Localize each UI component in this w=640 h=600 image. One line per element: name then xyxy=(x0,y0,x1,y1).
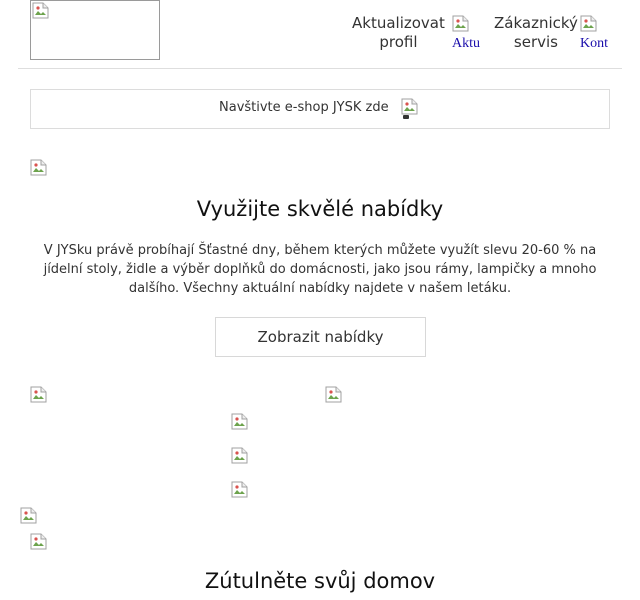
contact-icon[interactable] xyxy=(580,15,612,51)
broken-image-icon[interactable] xyxy=(231,447,248,464)
logo[interactable] xyxy=(30,0,160,60)
broken-image-icon xyxy=(452,15,469,32)
update-profile-line1: Aktualizovat xyxy=(352,14,445,32)
broken-image-icon xyxy=(401,98,418,115)
contact-icon-alt[interactable]: Kont xyxy=(580,36,608,51)
eshop-banner-text: Navštivte e-shop JYSK zde xyxy=(219,100,389,115)
broken-image-icon[interactable] xyxy=(231,413,248,430)
broken-image-icon[interactable] xyxy=(325,386,342,403)
home-title: Zútulněte svůj domov xyxy=(204,569,436,593)
update-profile-link[interactable] xyxy=(352,14,445,52)
broken-image-icon xyxy=(30,159,47,176)
broken-image-icon[interactable] xyxy=(30,386,47,403)
update-profile-line2: profil xyxy=(379,33,418,51)
show-offers-button[interactable]: Zobrazit nabídky xyxy=(215,317,426,357)
broken-image-icon xyxy=(32,2,49,19)
header-divider xyxy=(18,68,622,69)
broken-image-icon xyxy=(580,15,597,32)
customer-service-line1: Zákaznický xyxy=(494,14,578,32)
broken-image-icon xyxy=(20,507,37,524)
customer-service-link[interactable] xyxy=(494,14,578,52)
offers-text: V JYSku právě probíhají Šťastné dny, během kterých můžete využít slevu 20-60 % na jídelní stoly, židle a výběr doplňků do domácnosti, jako jsou rámy, lampičky a mnoho dalšího. Všechny aktuální nabídky najdete v našem letáku. xyxy=(43,243,597,296)
offers-title: Využijte skvělé nabídky xyxy=(196,197,444,221)
profile-icon[interactable] xyxy=(452,15,484,51)
broken-image-icon xyxy=(30,533,47,550)
eshop-banner[interactable] xyxy=(30,89,610,129)
arrow-icon xyxy=(403,115,409,119)
customer-service-line2: servis xyxy=(513,33,558,51)
broken-image-icon[interactable] xyxy=(231,481,248,498)
profile-icon-alt[interactable]: Aktu xyxy=(452,36,480,51)
